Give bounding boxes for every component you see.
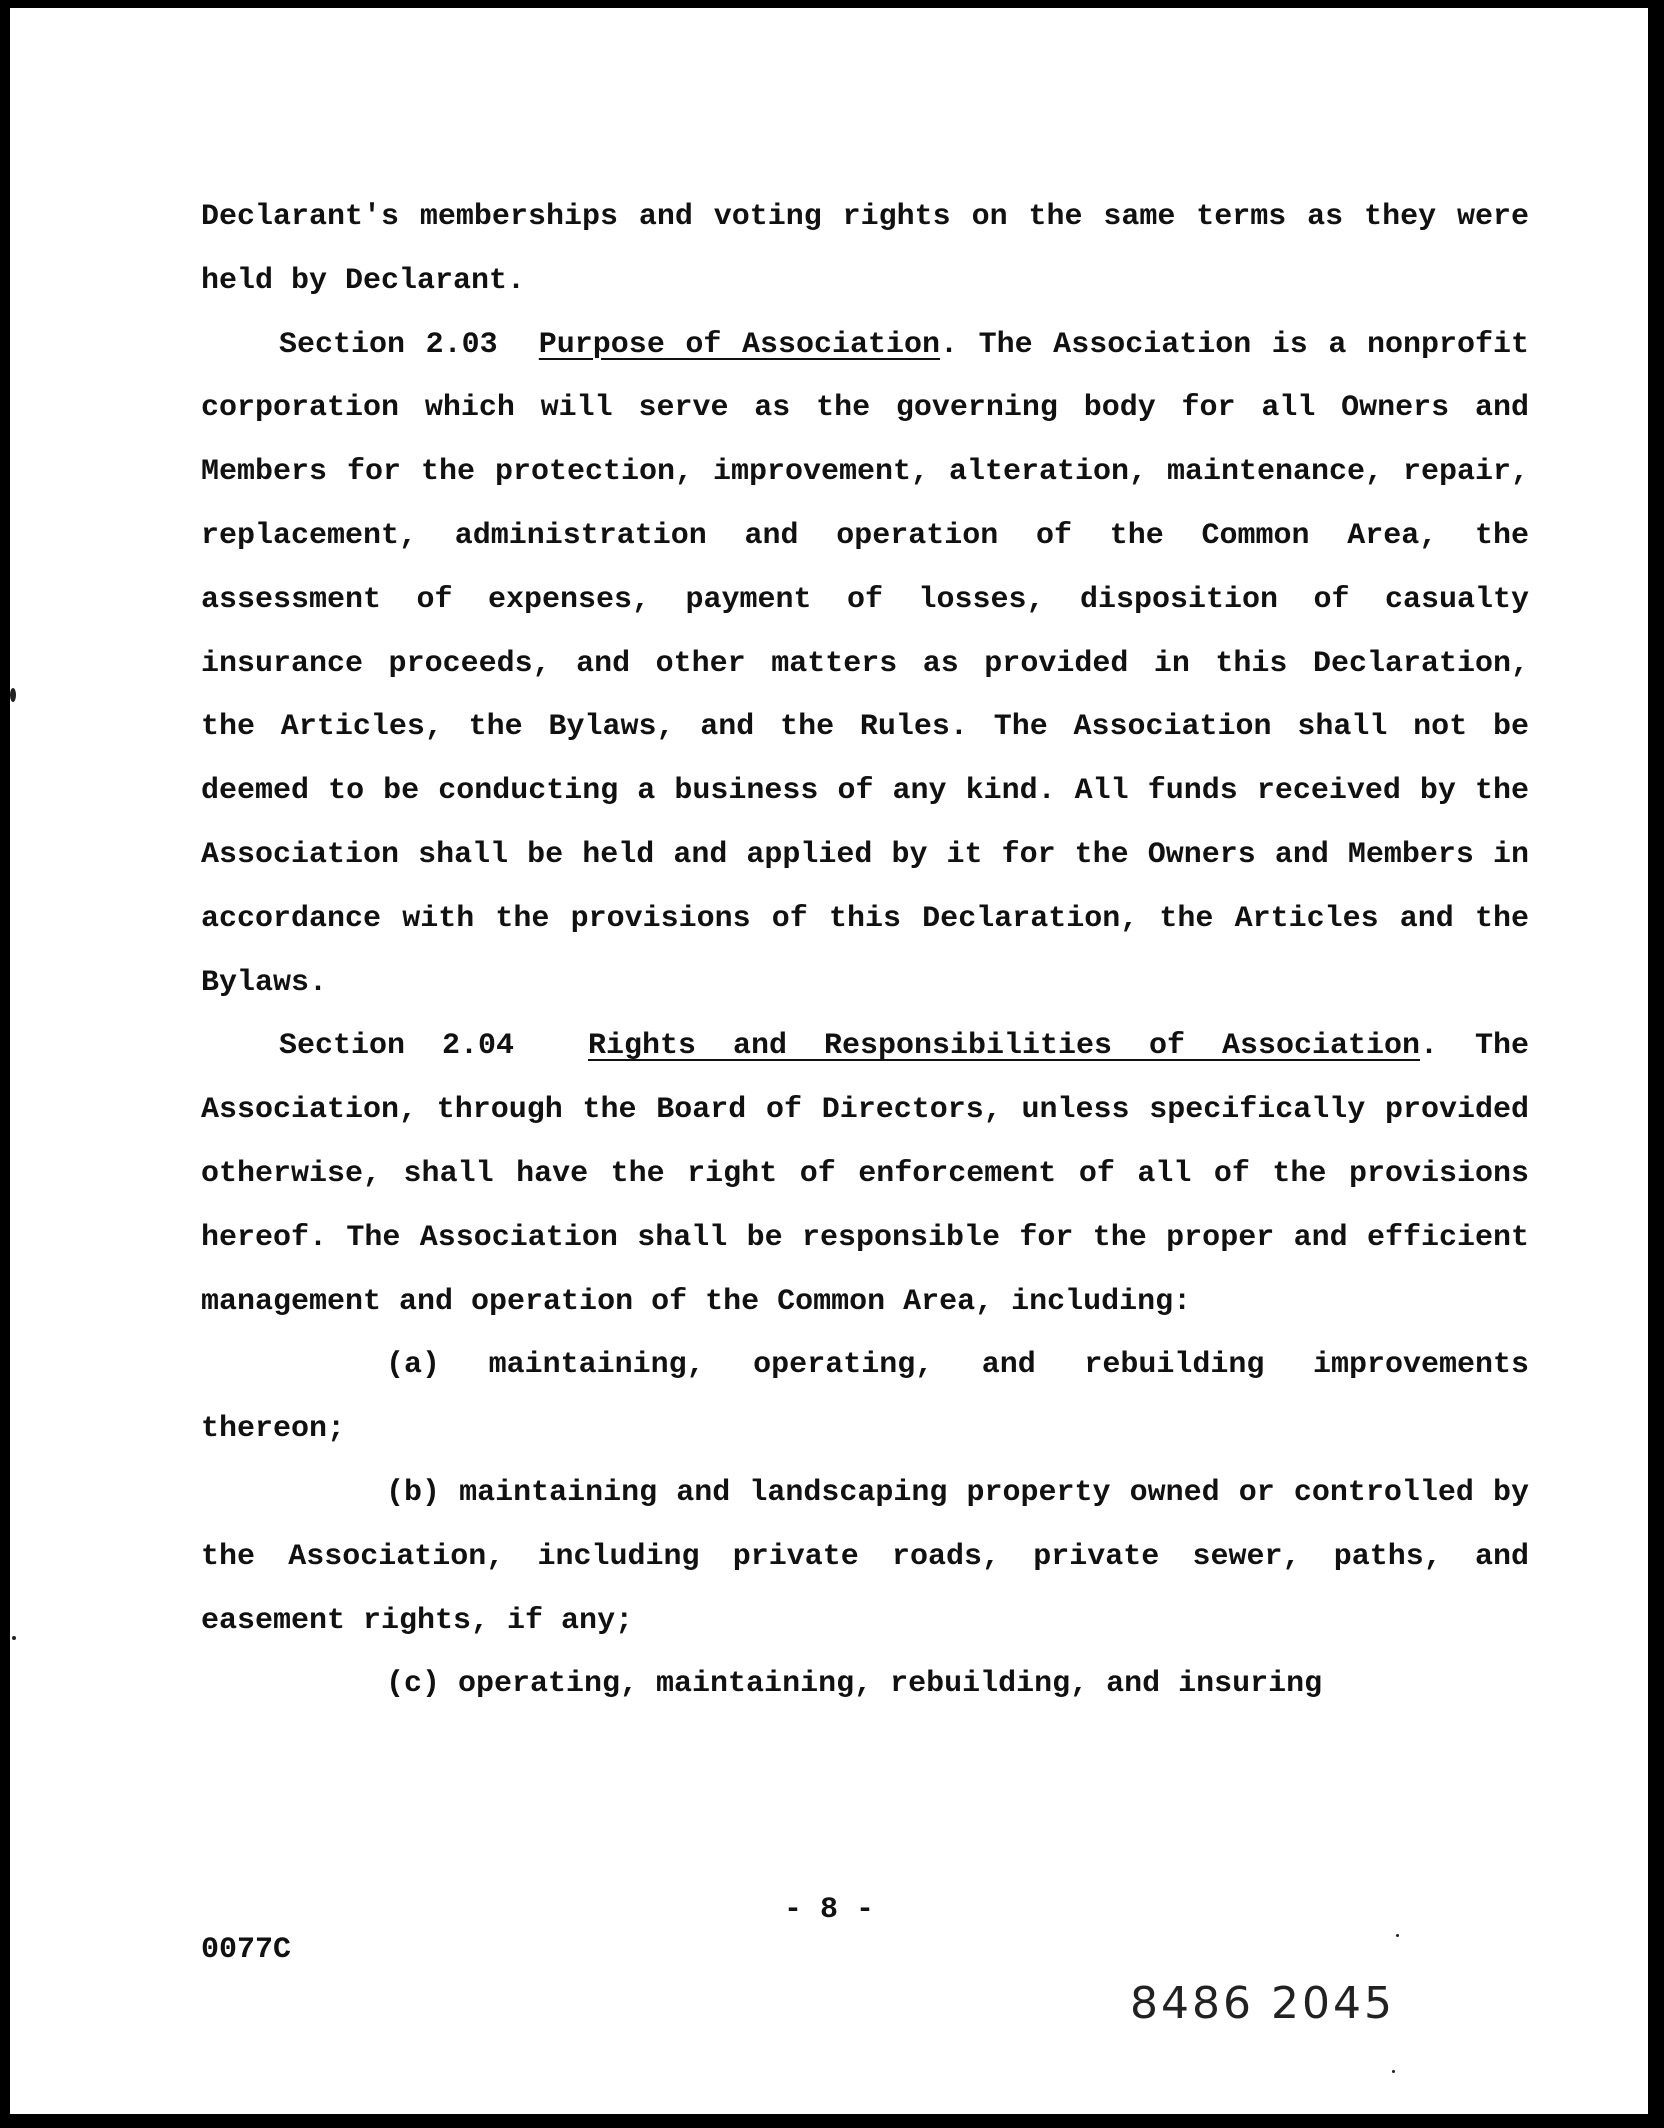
section-2-03-label: Section 2.03 [279,327,498,362]
document-code: 0077C [201,1933,292,1967]
page-number: - 8 - [783,1893,874,1927]
document-body [201,186,1529,1717]
scan-speck [10,688,16,702]
section-2-04-label: Section 2.04 [279,1029,515,1064]
paragraph-declarant-memberships: Declarant's memberships and voting rights on the same terms as they were held by Declarant. [201,200,1529,298]
section-2-03-body: . The Association is a nonprofit corporation which will serve as the governing body for all Owners and Members for the protection, improvement, alteration, maintenance, repair, replacement, administration and operation of the Common Area, the assessment of expenses, payment of losses, disposition of casualty insurance proceeds, and other matters as provided in this Declaration, the Articles, the Bylaws, and the Rules. The Association shall not be deemed to be conducting a business of any kind. All funds received by the Association shall be held and applied by it for the Owners and Members in accordance with the provisions of this Declaration, the Articles and the Bylaws. [201,327,1529,1000]
section-2-04-heading: Rights and Responsibilities of Association [587,1029,1421,1064]
document-page [10,8,1648,2114]
section-2-04 [201,1015,1529,1334]
section-2-04-body: . The Association, through the Board of Directors, unless specifically provided otherwise, shall have the right of enforcement of all of the provisions hereof. The Association shall be responsible for the proper and efficient management and operation of the Common Area, including: [201,1029,1530,1319]
list-item-a: (a) maintaining, operating, and rebuilding improvements thereon; [201,1348,1529,1447]
section-2-03-heading: Purpose of Association [538,327,941,362]
list-item-c: (c) operating, maintaining, rebuilding, and insuring [386,1667,1323,1702]
section-2-03 [201,314,1529,1016]
list-item-b: (b) maintaining and landscaping property owned or controlled by the Association, including private roads, private sewer, paths, and easement rights, if any; [201,1475,1529,1638]
scan-speck [12,1636,16,1640]
scan-speck [1396,1934,1399,1937]
bates-stamp-number: 8486 2045 [1130,1978,1395,2029]
scan-speck [1392,2070,1395,2073]
